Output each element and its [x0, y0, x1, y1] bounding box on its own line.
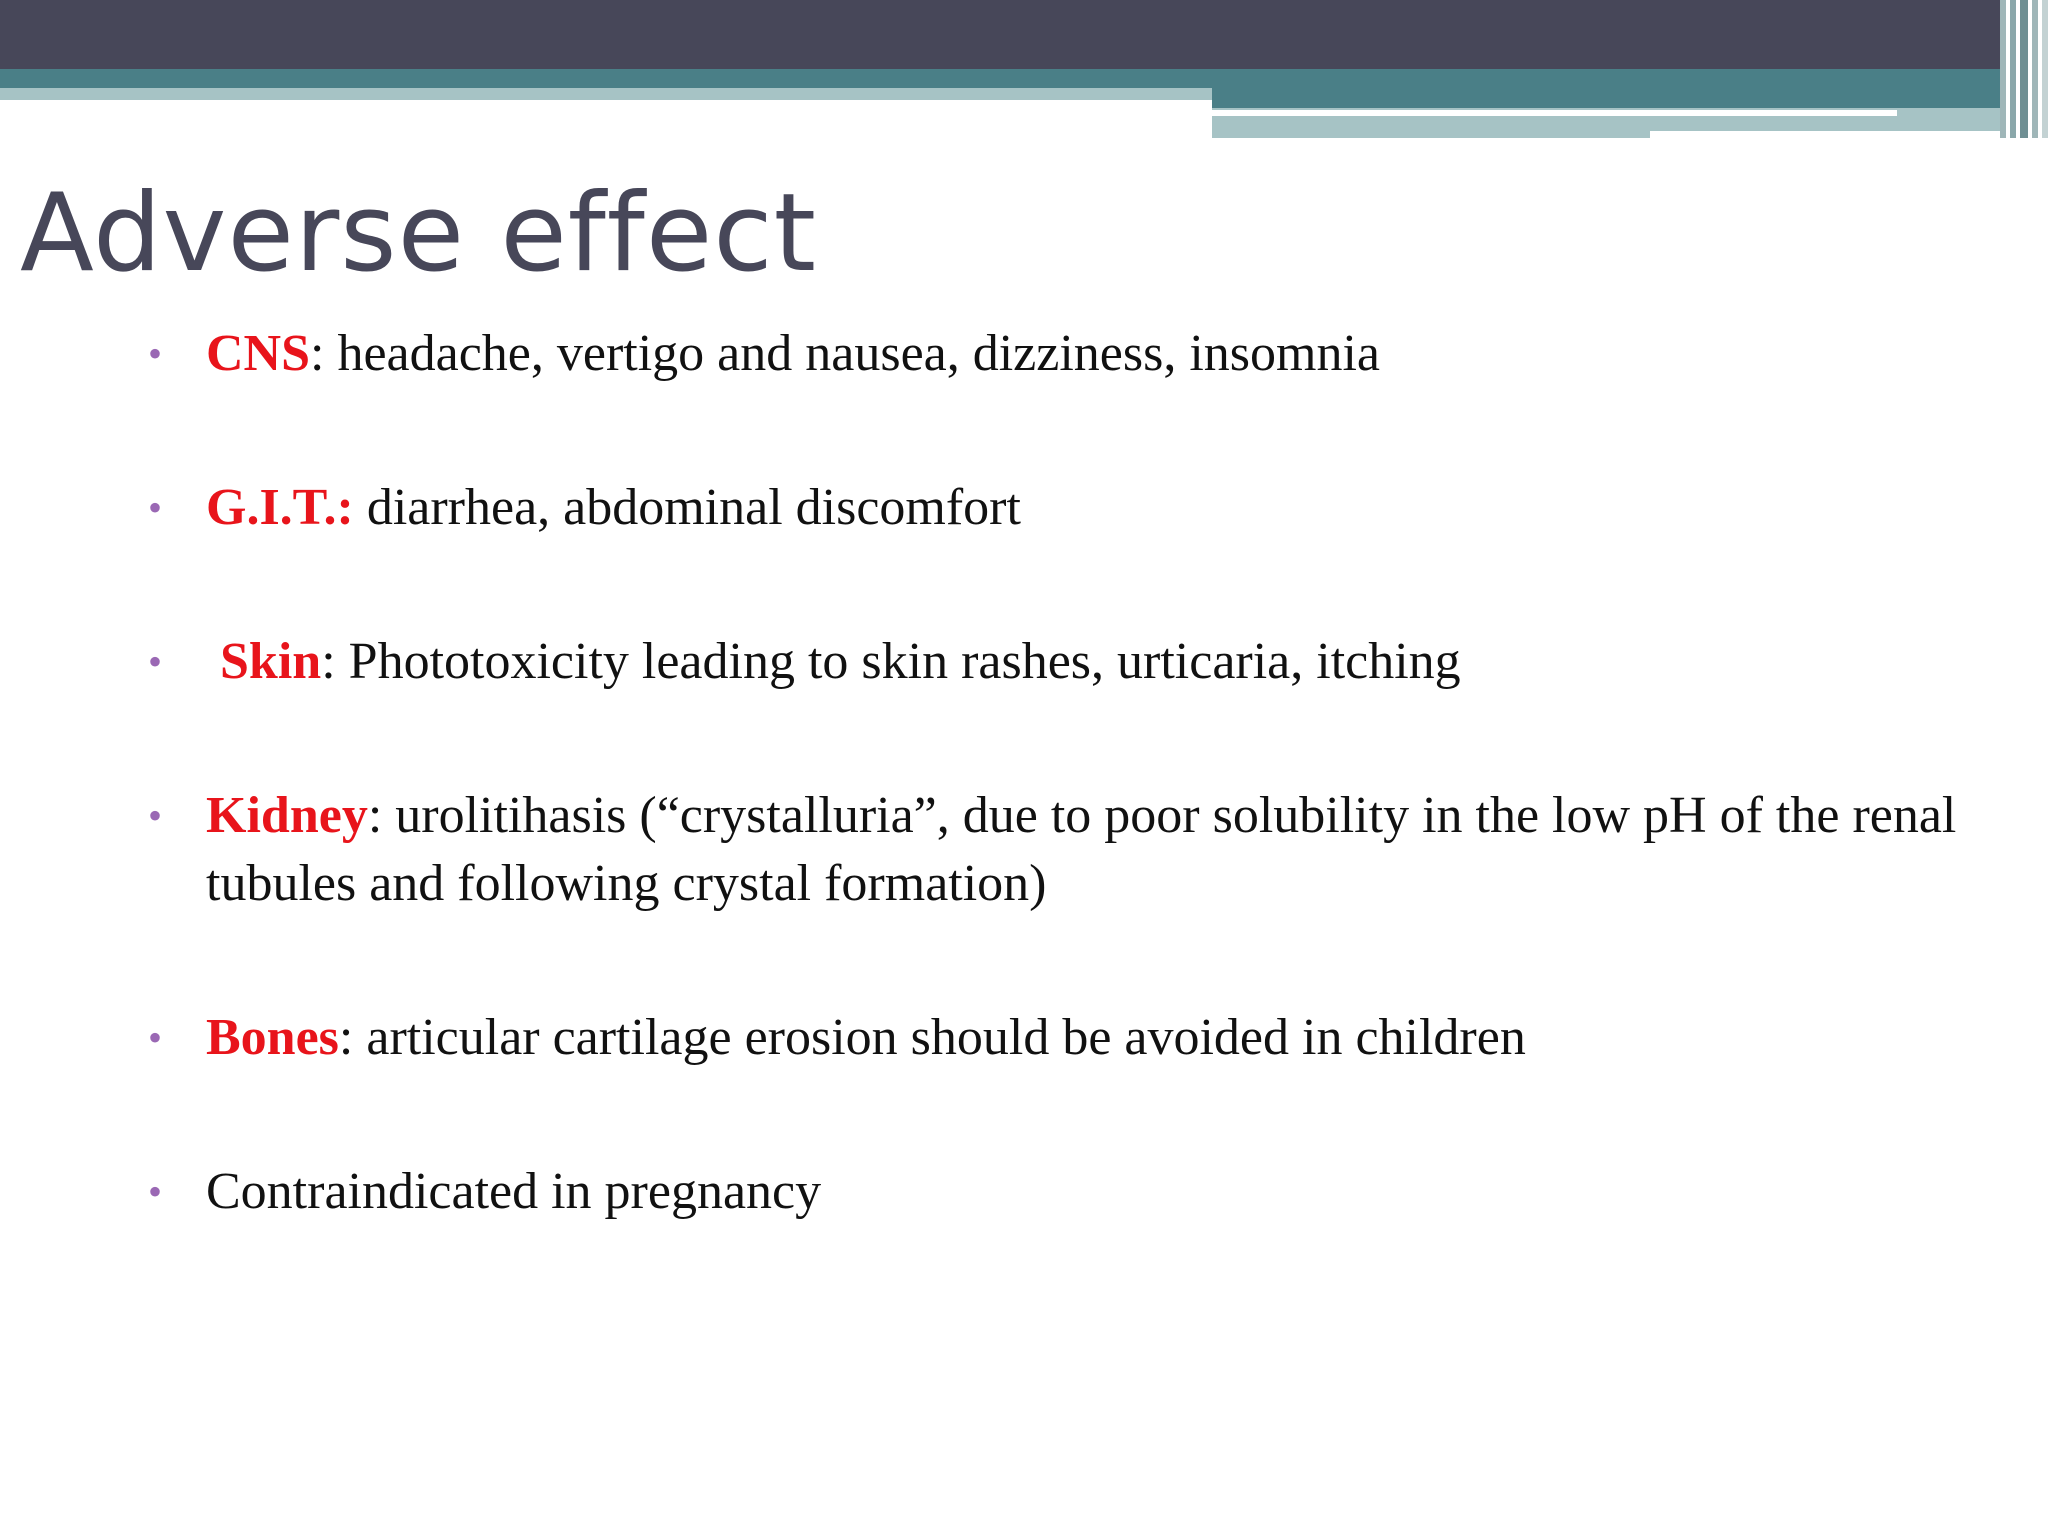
- bullet-dot-icon: •: [148, 1169, 163, 1214]
- bullet-text: : Phototoxicity leading to skin rashes, urticaria, itching: [321, 633, 1461, 690]
- bullet-text: : headache, vertigo and nausea, dizziness, insomnia: [310, 325, 1380, 382]
- header-accent-line: [1212, 110, 1897, 116]
- bullet-item-git: [148, 474, 1968, 542]
- bullet-dot-icon: •: [148, 1015, 163, 1060]
- bullet-text: : urolitihasis (“crystalluria”, due to poor solubility in the low pH of the renal tubules and following crystal formation): [206, 787, 1957, 912]
- bullet-dot-icon: •: [148, 793, 163, 838]
- header-band-teal: [0, 69, 2048, 88]
- bullet-item-kidney: [148, 782, 1968, 918]
- bullet-term: Kidney: [206, 787, 368, 844]
- bullet-term: Bones: [206, 1009, 339, 1066]
- slide-title: Adverse effect: [20, 171, 817, 296]
- bullet-term: G.I.T.:: [206, 479, 354, 536]
- bullet-item-skin: [148, 628, 1968, 696]
- header-band-light-left: [0, 88, 1212, 100]
- bullet-item-cns: [148, 320, 1968, 388]
- bullet-text: : articular cartilage erosion should be avoided in children: [338, 1009, 1526, 1066]
- header-accent-line-short: [1650, 131, 2010, 138]
- bullet-item-pregnancy: [148, 1158, 1968, 1226]
- header-band-dark: [0, 0, 2048, 69]
- header-stripes: [2000, 0, 2048, 138]
- bullet-list: [148, 320, 1968, 1312]
- bullet-dot-icon: •: [148, 331, 163, 376]
- bullet-item-bones: [148, 1004, 1968, 1072]
- bullet-text: Contraindicated in pregnancy: [206, 1163, 822, 1220]
- bullet-dot-icon: •: [148, 485, 163, 530]
- bullet-text: diarrhea, abdominal discomfort: [353, 479, 1021, 536]
- header-band-teal-right: [1212, 88, 2048, 108]
- bullet-term: Skin: [220, 633, 322, 690]
- bullet-term: CNS: [206, 325, 311, 382]
- bullet-dot-icon: •: [148, 639, 163, 684]
